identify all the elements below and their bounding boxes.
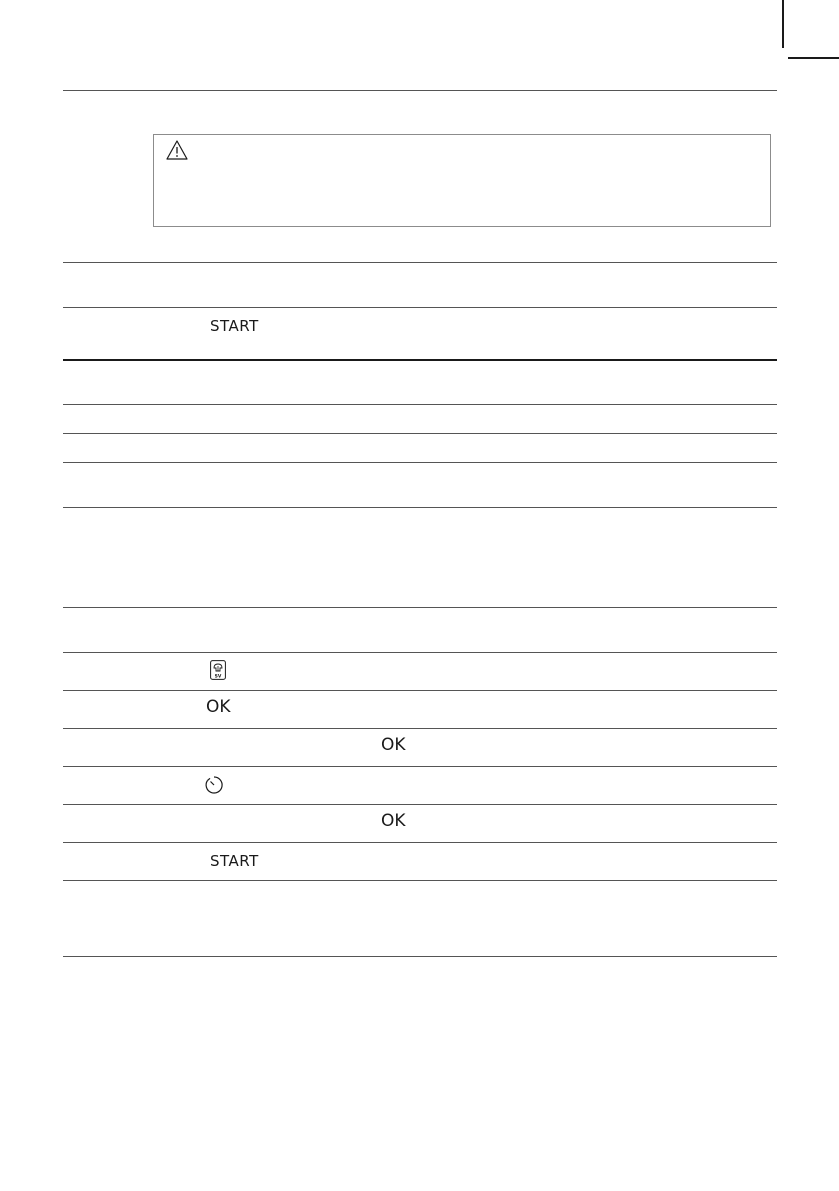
table-rule (63, 507, 777, 508)
crop-mark-vertical (782, 0, 784, 48)
table-rule (63, 690, 777, 691)
warning-triangle-icon (166, 140, 188, 160)
table-rule (63, 804, 777, 805)
table-rule (63, 307, 777, 308)
table-rule (63, 880, 777, 881)
table-rule (63, 652, 777, 653)
ok-key-label: OK (381, 735, 406, 755)
table-rule (63, 404, 777, 405)
warning-box (153, 134, 771, 227)
start-key-label: START (210, 852, 259, 870)
table-rule (63, 90, 777, 91)
timer-icon (204, 775, 224, 795)
crop-mark-horizontal (788, 57, 839, 59)
table-rule (63, 262, 777, 263)
ok-key-label: OK (381, 811, 406, 831)
svg-text:SV: SV (214, 674, 222, 680)
table-rule (63, 956, 777, 957)
table-rule (63, 728, 777, 729)
table-rule (63, 607, 777, 608)
table-rule (63, 462, 777, 463)
table-rule (63, 433, 777, 434)
table-rule-thick (63, 359, 777, 361)
start-key-label: START (210, 317, 259, 335)
ok-key-label: OK (206, 697, 231, 717)
table-rule (63, 766, 777, 767)
sous-vide-mode-icon (210, 660, 226, 680)
table-rule (63, 842, 777, 843)
